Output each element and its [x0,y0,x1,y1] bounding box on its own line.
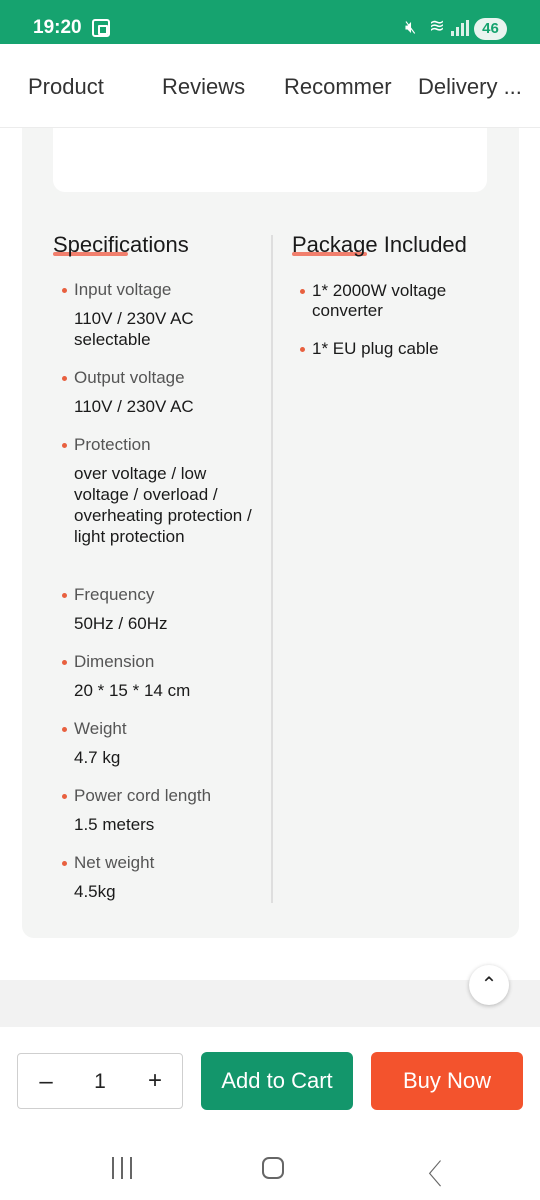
mute-icon: 🔇︎ [405,17,417,37]
tab-recommended[interactable]: Recommer [284,74,392,99]
specifications-heading: Specifications [53,232,189,257]
scroll-to-top-button[interactable] [469,965,509,1005]
spec-value: 20 * 15 * 14 cm [74,681,191,700]
tab-delivery[interactable]: Delivery ... [418,74,522,99]
wifi-icon: ≋ [429,16,445,37]
package-item: 1* EU plug cable [300,339,490,359]
spec-value: 110V / 230V AC [74,397,194,416]
signal-icon [451,20,469,36]
spec-value: 4.7 kg [74,748,121,767]
increase-quantity-button[interactable]: + [147,1067,162,1094]
chevron-up-icon: ⌃ [480,974,498,996]
spec-item [62,435,262,547]
package-item: 1* 2000W voltage converter [300,281,490,321]
column-divider [271,235,273,903]
spec-value: 110V / 230V AC selectable [74,309,194,349]
package-heading: Package Included [292,232,467,257]
spec-item [62,585,262,634]
spec-item [62,280,262,350]
spec-label: Input voltage [62,280,262,300]
spec-value: 50Hz / 60Hz [74,614,168,633]
spec-item [62,652,262,701]
recent-apps-icon[interactable] [112,1157,134,1179]
add-to-cart-button[interactable]: Add to Cart [201,1052,353,1110]
battery-icon: 46 [474,18,507,40]
spec-value: 1.5 meters [74,815,155,834]
spec-label: Frequency [62,585,262,605]
buy-now-button[interactable]: Buy Now [371,1052,523,1110]
quantity-value[interactable]: 1 [94,1070,106,1093]
purchase-bar [0,1027,540,1137]
tab-reviews[interactable]: Reviews [162,74,246,99]
decrease-quantity-button[interactable]: – [39,1068,53,1095]
home-icon[interactable] [262,1157,284,1179]
status-time: 19:20 [33,17,82,38]
spec-item [62,719,262,768]
section-separator [0,980,540,1027]
status-bar [0,0,540,44]
tab-bar [0,44,540,128]
content-box [53,128,487,192]
spec-label: Weight [62,719,262,739]
spec-item [62,786,262,835]
spec-label: Dimension [62,652,262,672]
product-details [0,128,540,980]
spec-item [62,368,262,417]
spec-value: 4.5kg [74,882,116,901]
spec-label: Protection [62,435,262,455]
spec-value: over voltage / low voltage / overload / overheating protection / light protection [74,464,252,546]
system-nav-bar [0,1137,540,1200]
tab-product[interactable]: Product [28,74,104,99]
specs-card [22,128,519,938]
screen-record-icon [92,19,110,37]
back-icon[interactable]: 〈 [414,1159,443,1190]
spec-label: Output voltage [62,368,262,388]
quantity-stepper [17,1053,183,1109]
spec-item [62,853,262,902]
spec-label: Power cord length [62,786,262,806]
spec-label: Net weight [62,853,262,873]
